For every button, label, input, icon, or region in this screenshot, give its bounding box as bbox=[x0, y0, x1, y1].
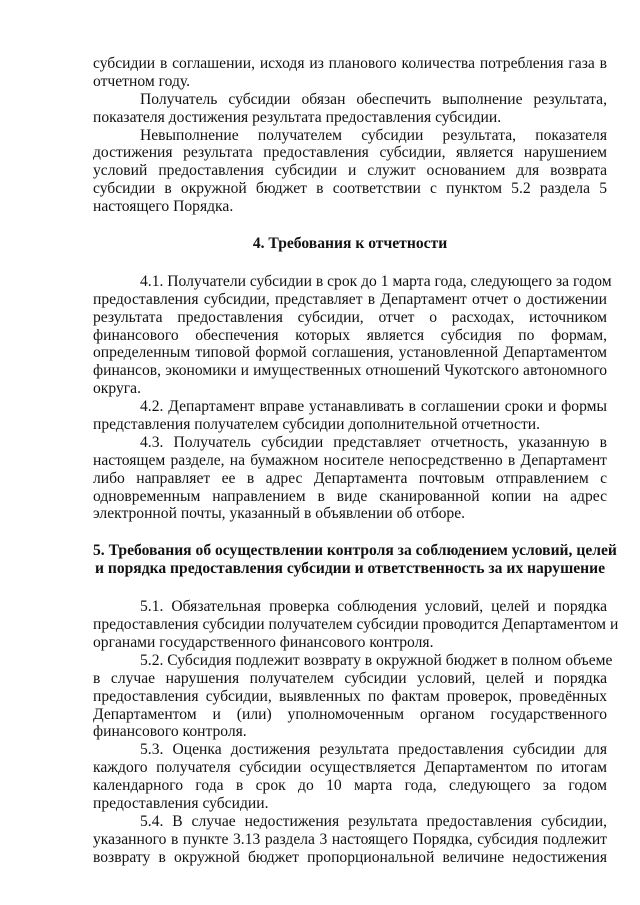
text-line: в случае нарушения получателем субсидии условий, целей и порядка bbox=[93, 669, 607, 687]
text-line: представления получателем субсидии дополнительной отчетности. bbox=[93, 416, 541, 434]
text-line: 4.1. Получатели субсидии в срок до 1 марта года, следующего за годом bbox=[140, 272, 612, 290]
text-line: результата предоставления субсидии, отчет о расходах, источником bbox=[93, 308, 607, 326]
text-line: Невыполнение получателем субсидии результата, показателя bbox=[140, 126, 607, 144]
text-line: предоставления субсидии, выявленных по фактам проверок, проведённых bbox=[93, 687, 607, 705]
text-line: округа. bbox=[93, 380, 141, 398]
text-line: показателя достижения результата предоставления субсидии. bbox=[93, 108, 502, 126]
text-line: каждого получателя субсидии осуществляется Департаментом по итогам bbox=[93, 759, 607, 777]
document-page bbox=[93, 55, 619, 867]
text-line: предоставления субсидии. bbox=[93, 794, 269, 812]
text-line: предоставления субсидии получателем субсидии проводится Департаментом и bbox=[93, 616, 619, 634]
section-5-heading-line-2: и порядка предоставления субсидии и ответственность за их нарушение bbox=[94, 560, 606, 578]
text-line: Получатель субсидии обязан обеспечить выполнение результата, bbox=[140, 90, 607, 108]
text-line: предоставления субсидии, представляет в Департамент отчет о достижении bbox=[93, 290, 607, 308]
text-line: финансового контроля. bbox=[93, 723, 247, 741]
section-4-heading: 4. Требования к отчетности bbox=[252, 235, 448, 253]
intro-text bbox=[93, 55, 607, 216]
text-line: возврату в окружной бюджет пропорциональной величине недостижения bbox=[93, 848, 607, 866]
text-line: финансового обеспечения которых является субсидия по формам, bbox=[93, 326, 607, 344]
text-line: указанного в пункте 3.13 раздела 3 настоящего Порядка, субсидия подлежит bbox=[93, 830, 607, 848]
text-line: субсидии в окружной бюджет в соответствии с пунктом 5.2 раздела 5 bbox=[93, 180, 607, 198]
section-5-text bbox=[93, 598, 619, 866]
text-line: Департаментом и (или) уполномоченным органом государственного bbox=[93, 705, 607, 723]
section-4-text bbox=[93, 272, 612, 523]
text-line: одновременным направлением в виде сканированной копии на адрес bbox=[93, 487, 607, 505]
text-line: органами государственного финансового контроля. bbox=[93, 633, 434, 651]
section-5-heading-line-1: 5. Требования об осуществлении контроля за соблюдением условий, целей bbox=[93, 542, 617, 560]
text-line: достижения результата предоставления субсидии, является нарушением bbox=[93, 144, 607, 162]
text-line: электронной почты, указанный в объявлении об отборе. bbox=[93, 505, 466, 523]
text-line: отчетном году. bbox=[93, 72, 191, 90]
text-line: 5.2. Субсидия подлежит возврату в окружной бюджет в полном объеме bbox=[140, 651, 613, 669]
text-line: настоящего Порядка. bbox=[93, 198, 234, 216]
text-line: условий предоставления субсидии и служит основанием для возврата bbox=[93, 162, 607, 180]
text-line: 5.3. Оценка достижения результата предоставления субсидии для bbox=[140, 741, 607, 759]
text-line: 4.2. Департамент вправе устанавливать в соглашении сроки и формы bbox=[140, 398, 607, 416]
text-line: определенным типовой формой соглашения, установленной Департаментом bbox=[93, 344, 607, 362]
text-line: 4.3. Получатель субсидии представляет отчетность, указанную в bbox=[140, 433, 607, 451]
text-line: календарного года в срок до 10 марта года, следующего за годом bbox=[93, 777, 607, 795]
text-line: 5.4. В случае недостижения результата предоставления субсидии, bbox=[140, 812, 607, 830]
text-line: финансов, экономики и имущественных отношений Чукотского автономного bbox=[93, 362, 607, 380]
text-line: 5.1. Обязательная проверка соблюдения условий, целей и порядка bbox=[140, 598, 607, 616]
text-line: настоящем разделе, на бумажном носителе непосредственно в Департамент bbox=[93, 451, 607, 469]
text-line: либо направляет ее в адрес Департамента почтовым отправлением с bbox=[93, 469, 607, 487]
text-line: субсидии в соглашении, исходя из планового количества потребления газа в bbox=[93, 55, 607, 72]
